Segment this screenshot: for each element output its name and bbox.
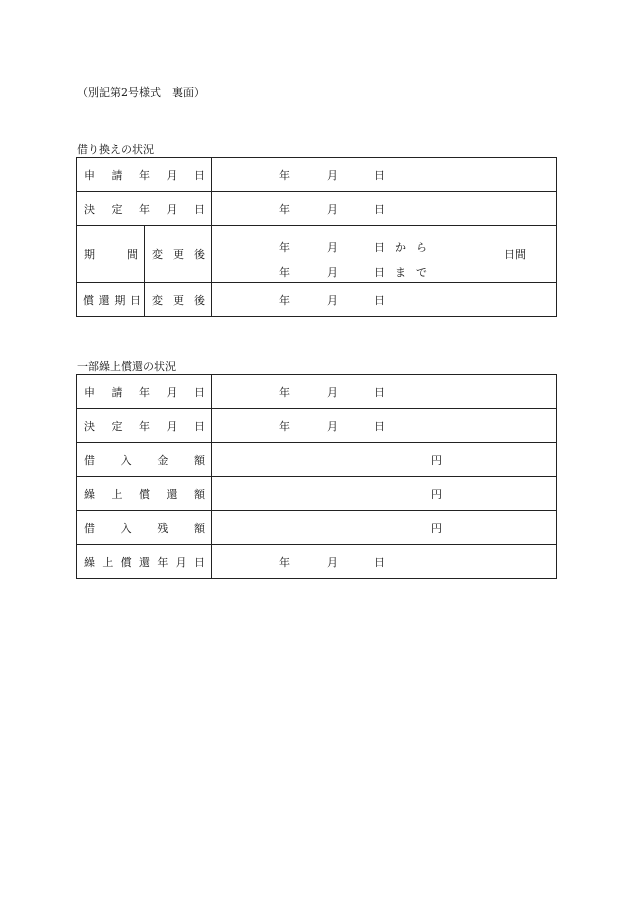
- label-decision-date-2: 決 定 年 月 日: [84, 419, 205, 433]
- period-field[interactable]: 年 月 日 から 年 月 日 まで 日間: [279, 241, 526, 279]
- label-period-after-change: 変 更 後: [152, 248, 205, 261]
- loan-amount-field[interactable]: 円: [431, 453, 442, 467]
- prepayment-amount-field[interactable]: 円: [431, 487, 442, 501]
- loan-balance-field[interactable]: 円: [431, 521, 442, 535]
- label-repayment-after-change: 変 更 後: [152, 293, 205, 307]
- decision-date-field[interactable]: 年 月 日: [279, 202, 385, 216]
- label-application-date: 申 請 年 月 日: [84, 168, 205, 182]
- refinancing-table: [76, 157, 557, 317]
- section-title-prepayment: 一部繰上償還の状況: [77, 360, 176, 373]
- row-repayment-date-changed: [77, 283, 557, 317]
- row-prepayment-amount: [77, 477, 557, 511]
- period-from-text: から: [395, 241, 437, 254]
- row-loan-balance: [77, 511, 557, 545]
- period-days-suffix: 日間: [504, 248, 526, 261]
- row-prepayment-date: [77, 545, 557, 579]
- application-date-field-2[interactable]: 年 月 日: [279, 385, 385, 399]
- label-loan-amount: 借 入 金 額: [84, 453, 205, 467]
- row-decision-date-2: [77, 409, 557, 443]
- label-repayment-date: 償 還 期 日: [83, 293, 141, 307]
- section-title-refinancing: 借り換えの状況: [77, 143, 154, 156]
- row-application-date-2: [77, 375, 557, 409]
- prepayment-table: [76, 374, 557, 579]
- row-application-date: [77, 158, 557, 192]
- label-loan-balance: 借 入 残 額: [84, 521, 205, 535]
- application-date-field[interactable]: 年 月 日: [279, 168, 385, 182]
- repayment-date-field[interactable]: 年 月 日: [279, 293, 385, 307]
- label-prepayment-date: 繰 上 償 還 年 月 日: [84, 555, 205, 569]
- label-application-date-2: 申 請 年 月 日: [84, 385, 205, 399]
- label-prepayment-amount: 繰 上 償 還 額: [84, 487, 205, 501]
- decision-date-field-2[interactable]: 年 月 日: [279, 419, 385, 433]
- row-period-changed: [77, 226, 557, 283]
- row-decision-date: [77, 192, 557, 226]
- row-loan-amount: [77, 443, 557, 477]
- period-to-text: まで: [395, 266, 437, 279]
- prepayment-date-field[interactable]: 年 月 日: [279, 555, 385, 569]
- form-title: （別記第2号様式 裏面）: [77, 86, 205, 99]
- label-period: 期 間: [84, 248, 138, 261]
- label-decision-date: 決 定 年 月 日: [84, 202, 205, 216]
